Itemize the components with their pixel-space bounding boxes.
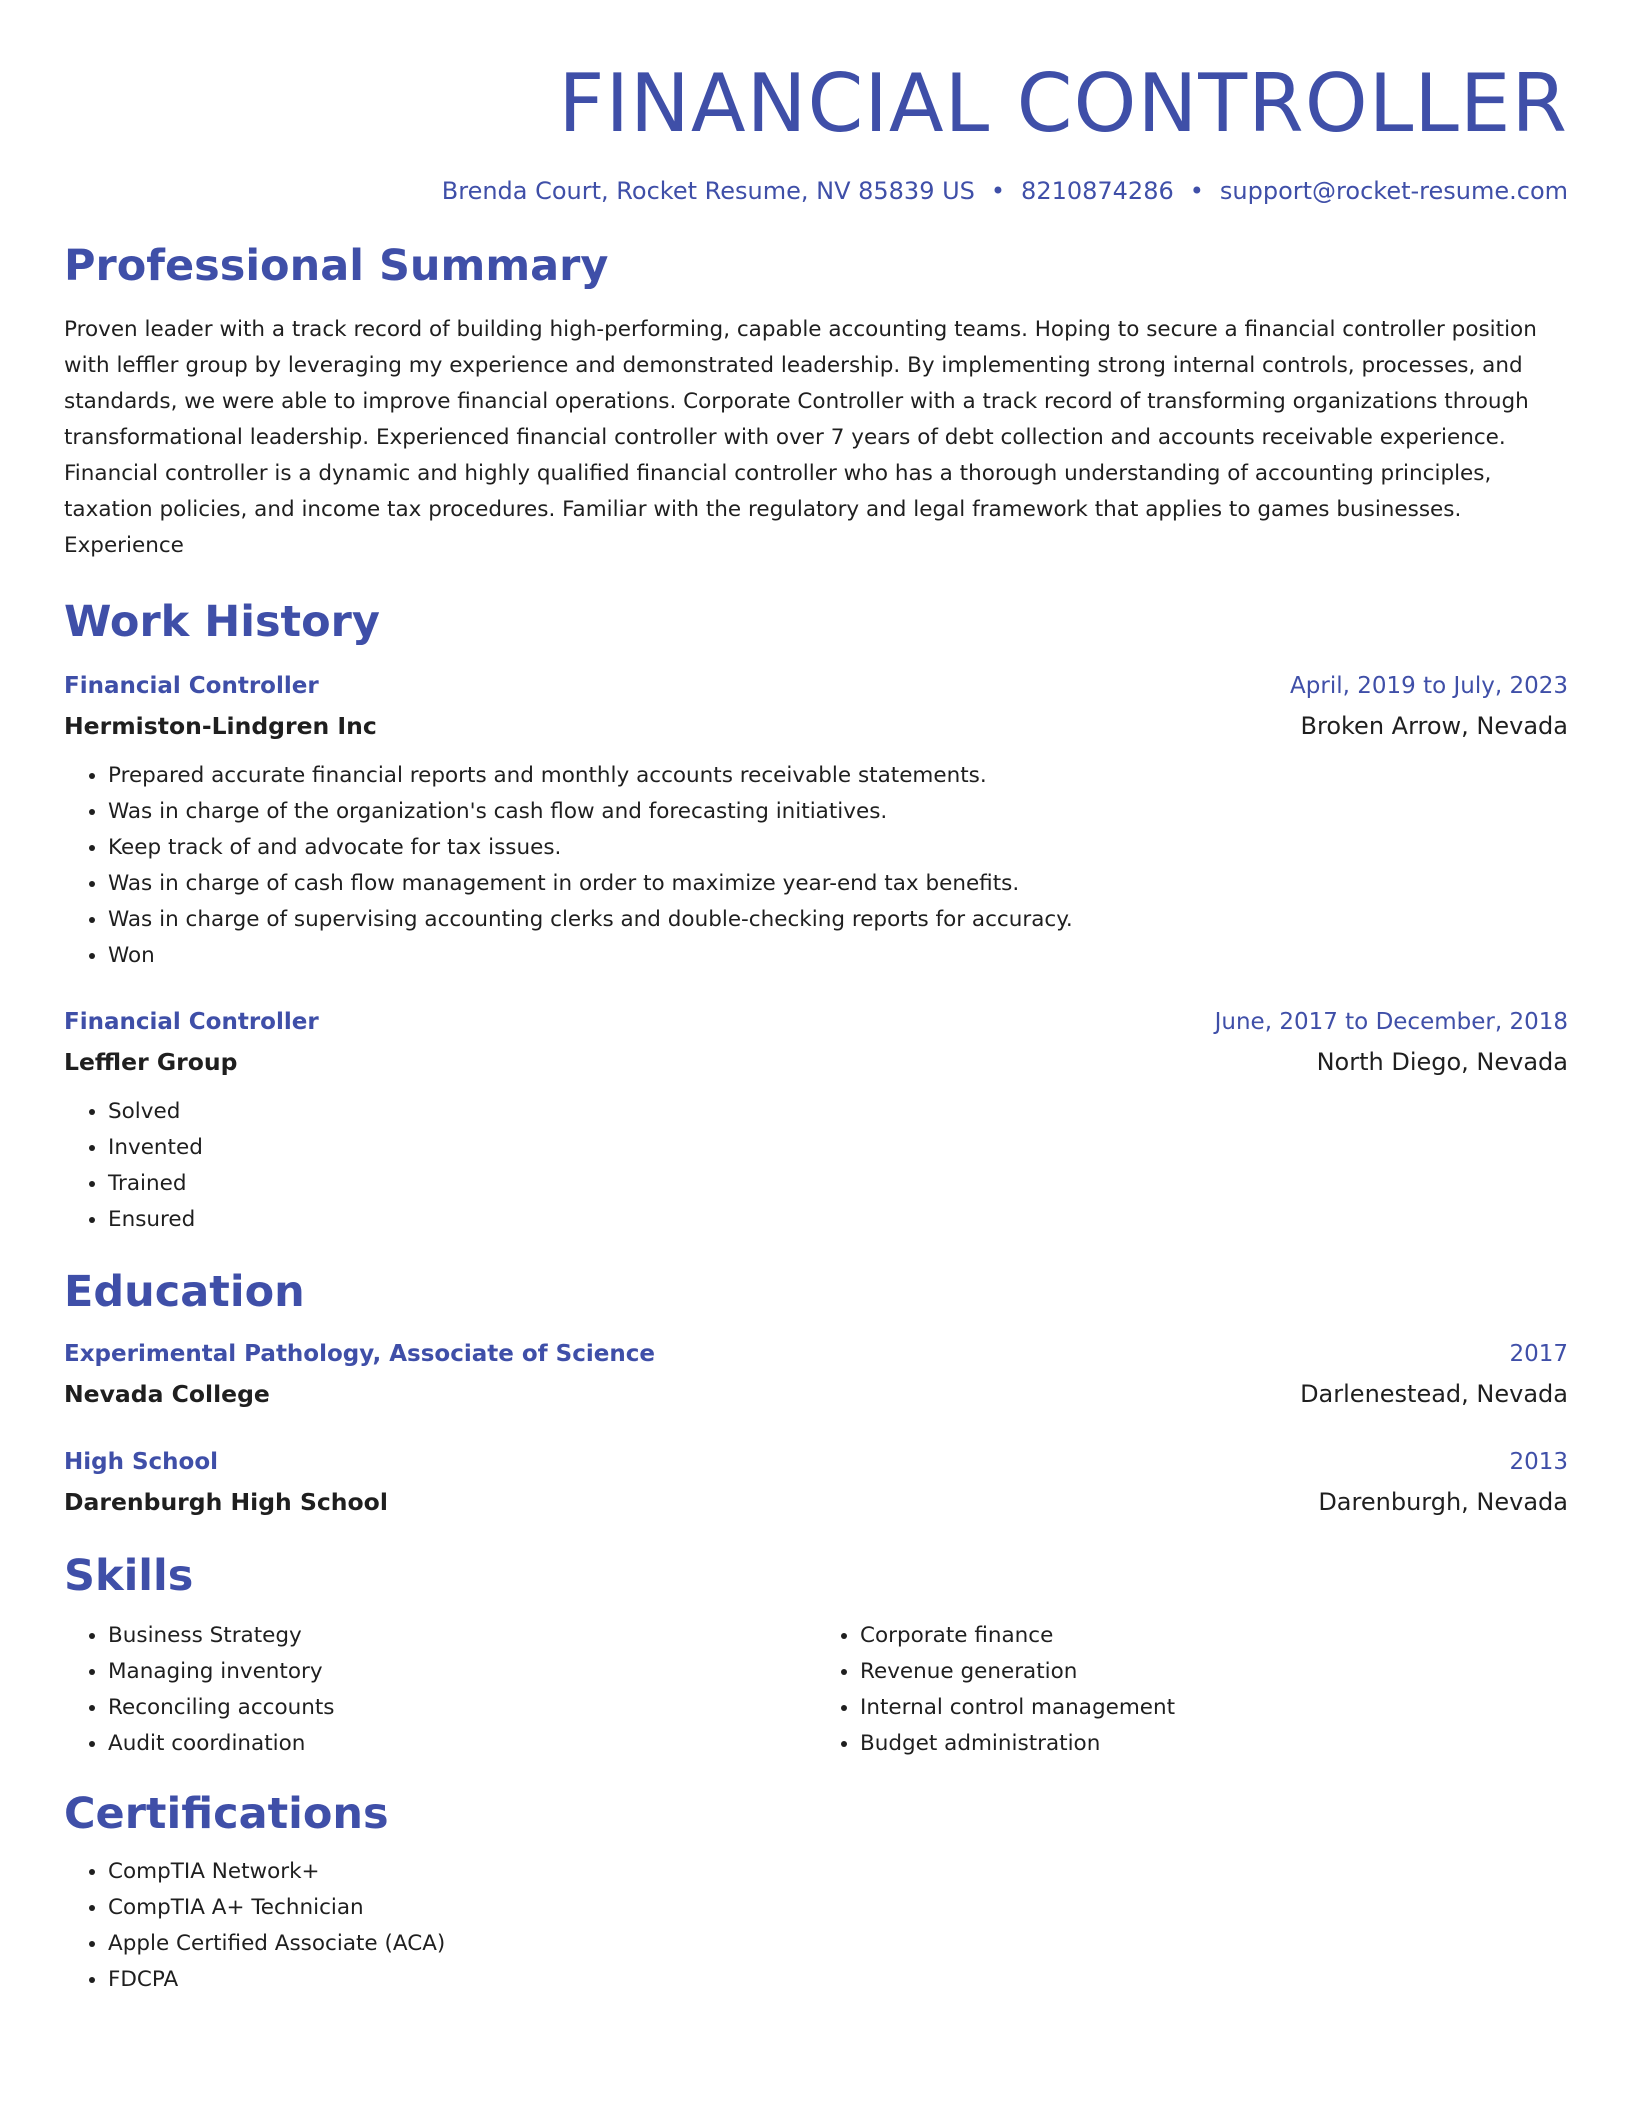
job-entry: [64, 1002, 1568, 1238]
job-company: Leffler Group: [64, 1048, 238, 1076]
list-item: • Solved: [108, 1094, 1568, 1130]
section-title-certifications: Certifications: [64, 1789, 389, 1839]
contact-address: Brenda Court, Rocket Resume, NV 85839 US: [441, 177, 975, 205]
list-item: • Managing inventory: [108, 1654, 816, 1690]
job-header: [64, 666, 1568, 706]
list-item: • Trained: [108, 1166, 1568, 1202]
list-item: • Internal control management: [860, 1690, 1568, 1726]
list-item: • Corporate finance: [860, 1618, 1568, 1654]
list-item: • FDCPA: [108, 1962, 1568, 1998]
education-header: [64, 1334, 1568, 1374]
job-bullets: [64, 1094, 1568, 1238]
education-location: Darenburgh, Nevada: [1318, 1488, 1568, 1516]
education-subheader: [64, 1374, 1568, 1414]
list-item: • Revenue generation: [860, 1654, 1568, 1690]
job-bullets: [64, 758, 1568, 974]
contact-line: [64, 174, 1568, 208]
list-item: • CompTIA Network+: [108, 1854, 1568, 1890]
skills-list-right: [816, 1618, 1568, 1762]
list-item: • Was in charge of supervising accounting clerks and double-checking reports for accuracy.: [108, 902, 1568, 938]
list-item: • CompTIA A+ Technician: [108, 1890, 1568, 1926]
education-year: 2017: [1509, 1341, 1568, 1367]
list-item: • Apple Certified Associate (ACA): [108, 1926, 1568, 1962]
education-year: 2013: [1509, 1449, 1568, 1475]
list-item: • Keep track of and advocate for tax issues.: [108, 830, 1568, 866]
certifications-list: [64, 1854, 1568, 1998]
contact-email[interactable]: support@rocket-resume.com: [1219, 177, 1568, 205]
summary-text: Proven leader with a track record of building high-performing, capable accounting teams. Hoping to secure a financial controller position with leffler group by leveraging my experience and demonstrated leadership. By implementing strong internal controls, processes, and standards, we were able to improve financial operations. Corporate Controller with a track record of transforming organizations through transformational leadership. Experienced financial controller with over 7 years of debt collection and accounts receivable experience. Financial controller is a dynamic and highly qualified financial controller who has a thorough understanding of accounting principles, taxation policies, and income tax procedures. Familiar with the regulatory and legal framework that applies to games businesses. Experience: [64, 317, 1537, 558]
section-title-skills: Skills: [64, 1551, 194, 1601]
list-item: • Was in charge of the organization's cash flow and forecasting initiatives.: [108, 794, 1568, 830]
job-location: North Diego, Nevada: [1316, 1048, 1568, 1076]
section-title-work: Work History: [64, 597, 380, 647]
contact-separator: •: [990, 177, 1006, 205]
list-item: • Was in charge of cash flow management in order to maximize year-end tax benefits.: [108, 866, 1568, 902]
job-title: Financial Controller: [64, 1009, 319, 1035]
contact-phone: 8210874286: [1021, 177, 1174, 205]
job-entry: [64, 666, 1568, 974]
education-degree: High School: [64, 1449, 219, 1475]
education-header: [64, 1442, 1568, 1482]
education-subheader: [64, 1482, 1568, 1522]
education-degree: Experimental Pathology, Associate of Science: [64, 1341, 655, 1367]
resume-name: FINANCIAL CONTROLLER: [558, 57, 1568, 150]
education-location: Darlenestead, Nevada: [1300, 1380, 1568, 1408]
list-item: • Won: [108, 938, 1568, 974]
job-location: Broken Arrow, Nevada: [1300, 712, 1568, 740]
job-company: Hermiston-Lindgren Inc: [64, 712, 377, 740]
job-title: Financial Controller: [64, 673, 319, 699]
list-item: • Reconciling accounts: [108, 1690, 816, 1726]
education-entry: [64, 1334, 1568, 1414]
list-item: • Ensured: [108, 1202, 1568, 1238]
education-entry: [64, 1442, 1568, 1522]
list-item: • Audit coordination: [108, 1726, 816, 1762]
list-item: • Business Strategy: [108, 1618, 816, 1654]
job-dates: April, 2019 to July, 2023: [1290, 673, 1568, 699]
education-school: Nevada College: [64, 1380, 270, 1408]
job-subheader: [64, 1042, 1568, 1082]
job-subheader: [64, 706, 1568, 746]
section-title-education: Education: [64, 1267, 305, 1317]
education-school: Darenburgh High School: [64, 1488, 388, 1516]
contact-separator: •: [1189, 177, 1204, 205]
list-item: • Invented: [108, 1130, 1568, 1166]
section-title-summary: Professional Summary: [64, 241, 609, 291]
skills-list-left: [64, 1618, 816, 1762]
job-header: [64, 1002, 1568, 1042]
list-item: • Prepared accurate financial reports and monthly accounts receivable statements.: [108, 758, 1568, 794]
job-dates: June, 2017 to December, 2018: [1214, 1009, 1568, 1035]
skills-grid: [64, 1618, 1568, 1762]
list-item: • Budget administration: [860, 1726, 1568, 1762]
